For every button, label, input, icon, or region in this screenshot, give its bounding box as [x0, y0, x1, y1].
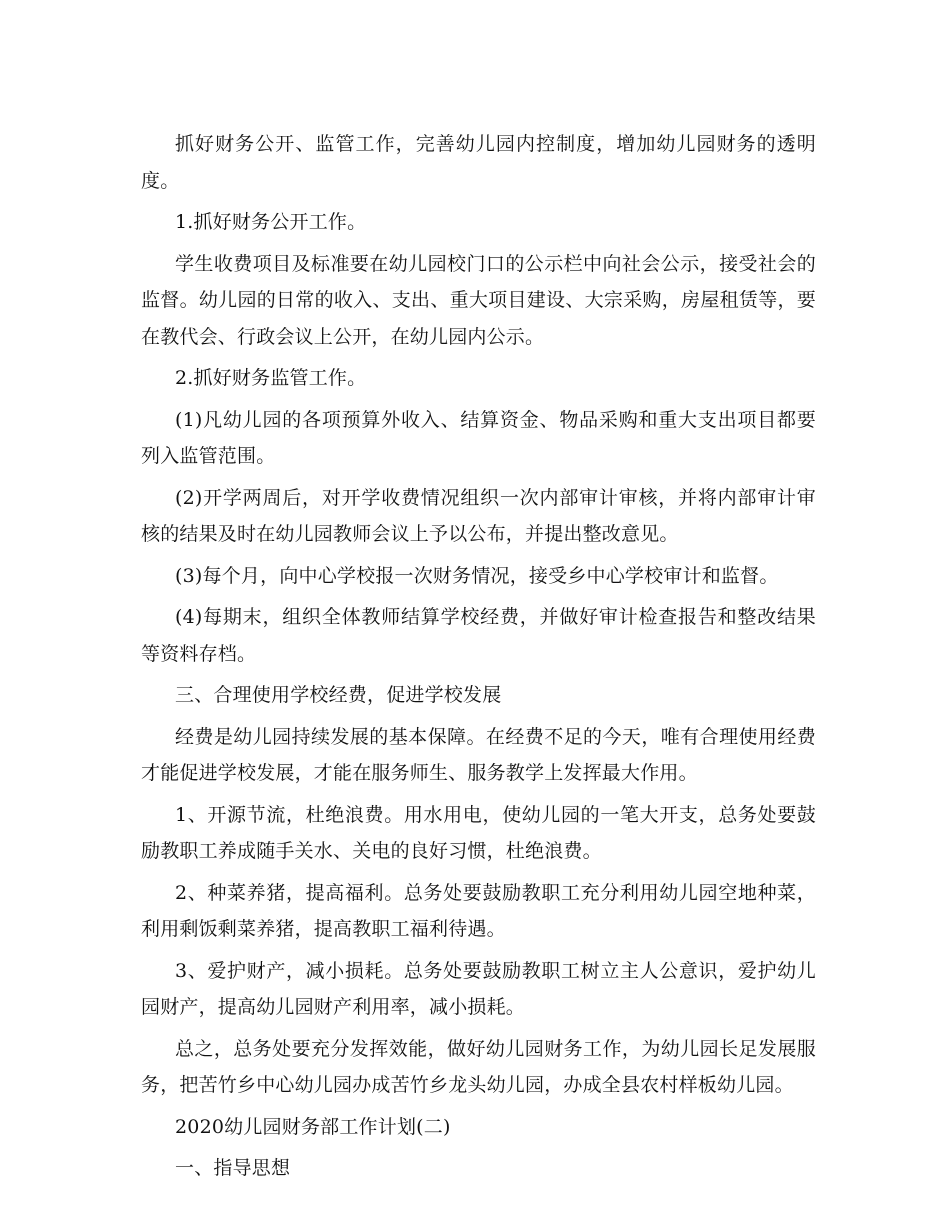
- section-heading: 2.抓好财务监管工作。: [175, 367, 367, 389]
- list-item: (1)凡幼儿园的各项预算外收入、结算资金、物品采购和重大支出项目都要列入监管范围。: [141, 408, 816, 467]
- paragraph: 抓好财务公开、监管工作，完善幼儿园内控制度，增加幼儿园财务的透明度。: [141, 133, 816, 192]
- paragraph: 学生收费项目及标准要在幼儿园校门口的公示栏中向社会公示，接受社会的监督。幼儿园的日常的收入、支出、重大项目建设、大宗采购，房屋租赁等，要在教代会、行政会议上公开，在幼儿园内公示。: [141, 252, 816, 348]
- paragraph: 总之，总务处要充分发挥效能，做好幼儿园财务工作，为幼儿园长足发展服务，把苦竹乡中心幼儿园办成苦竹乡龙头幼儿园，办成全县农村样板幼儿园。: [141, 1037, 816, 1096]
- section-heading: 三、合理使用学校经费，促进学校发展: [175, 684, 502, 706]
- section-heading: 1.抓好财务公开工作。: [175, 211, 367, 233]
- section-heading: 一、指导思想: [175, 1157, 291, 1179]
- list-item: 1、开源节流，杜绝浪费。用水用电，使幼儿园的一笔大开支，总务处要鼓励教职工养成随手关水、关电的良好习惯，杜绝浪费。: [141, 803, 816, 862]
- list-item: (4)每期末，组织全体教师结算学校经费，并做好审计检查报告和整改结果等资料存档。: [141, 606, 816, 665]
- list-item: (2)开学两周后，对开学收费情况组织一次内部审计审核，并将内部审计审核的结果及时在幼儿园教师会议上予以公布，并提出整改意见。: [141, 486, 816, 545]
- paragraph: 经费是幼儿园持续发展的基本保障。在经费不足的今天，唯有合理使用经费才能促进学校发展，才能在服务师生、服务教学上发挥最大作用。: [141, 725, 816, 784]
- document-page: [141, 126, 816, 1192]
- list-item: 3、爱护财产，减小损耗。总务处要鼓励教职工树立主人公意识，爱护幼儿园财产，提高幼儿园财产利用率，减小损耗。: [141, 959, 816, 1018]
- list-item: (3)每个月，向中心学校报一次财务情况，接受乡中心学校审计和监督。: [175, 564, 779, 587]
- list-item: 2、种菜养猪，提高福利。总务处要鼓励教职工充分利用幼儿园空地种菜，利用剩饭剩菜养猪，提高教职工福利待遇。: [141, 881, 816, 940]
- document-subtitle: 2020幼儿园财务部工作计划(二): [175, 1115, 451, 1138]
